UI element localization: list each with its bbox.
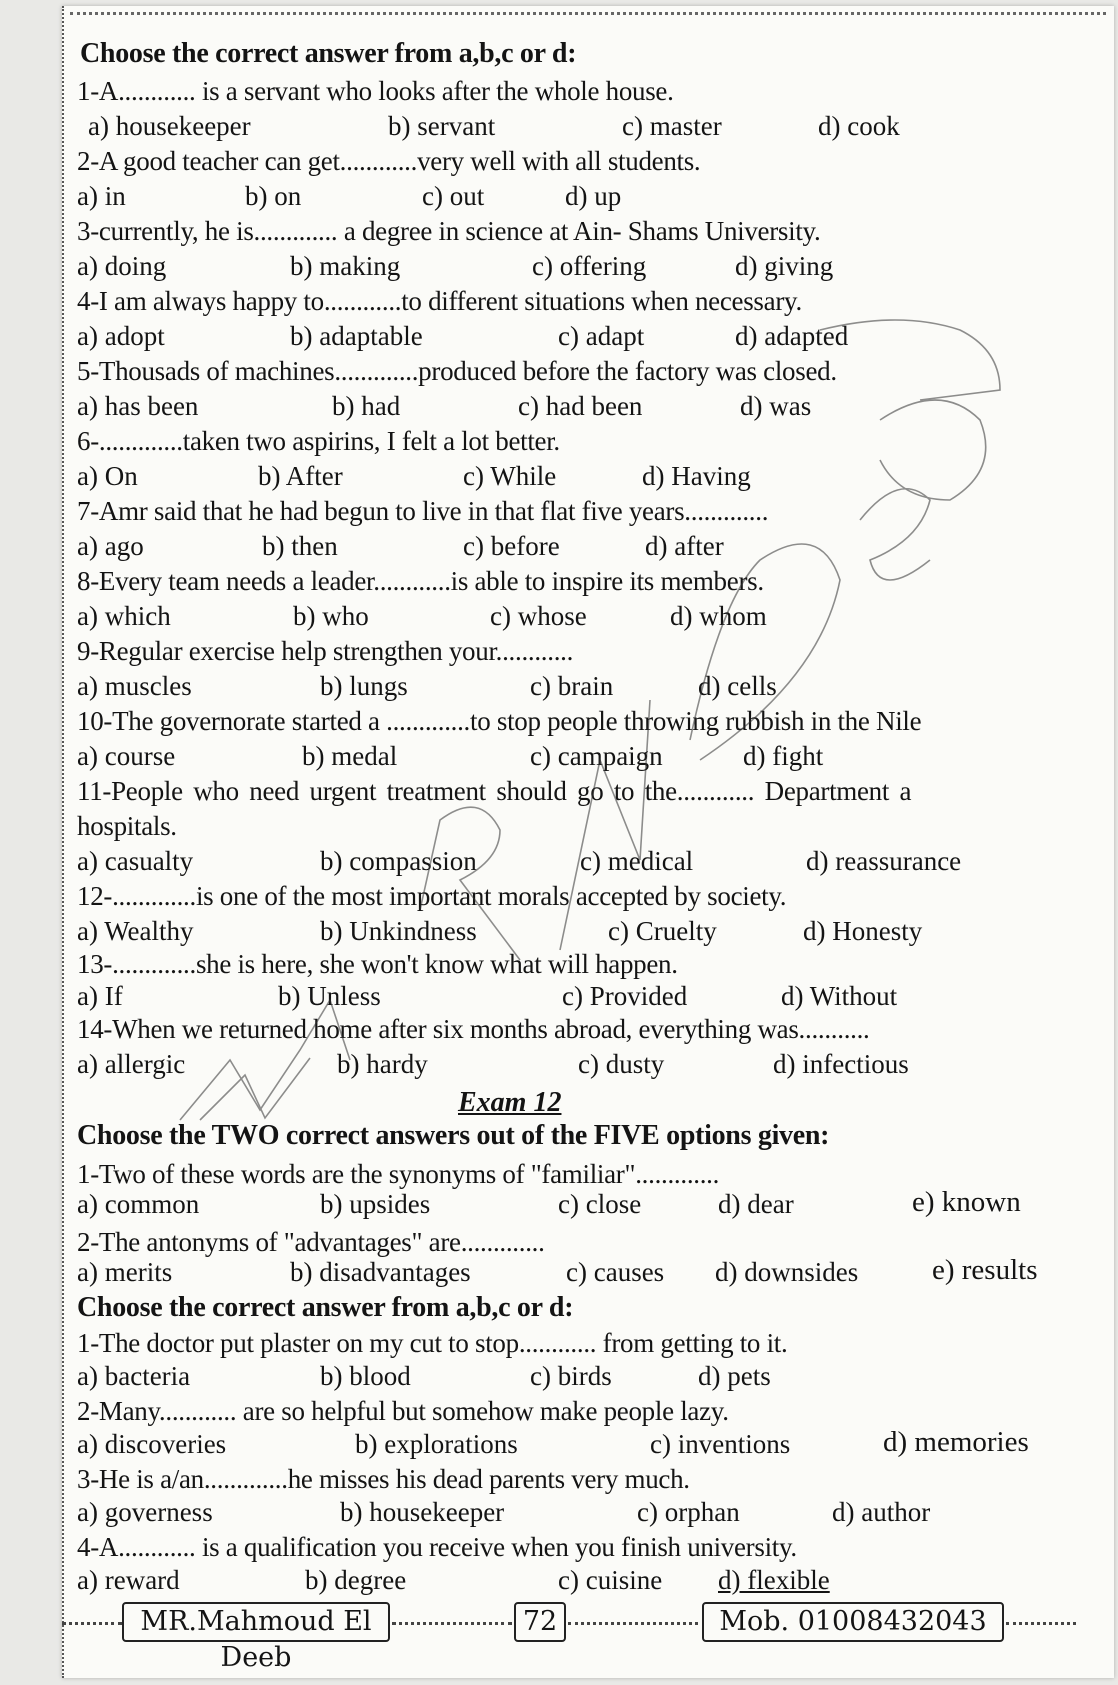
section1-heading: Choose the correct answer from a,b,c or d:: [80, 38, 577, 69]
question-10: 10-The governorate started a .............to stop people throwing rubbish in the Nile: [77, 706, 922, 736]
q14-option-d: d) infectious: [773, 1049, 909, 1079]
s3-q1-option-d: d) pets: [698, 1361, 771, 1391]
q13-option-a: a) If: [77, 981, 123, 1011]
q5-option-a: a) has been: [77, 391, 199, 421]
exam-title: Exam 12: [458, 1087, 562, 1118]
s2-q1-option-a: a) common: [77, 1189, 200, 1219]
question-12: 12-.............is one of the most important morals accepted by society.: [77, 881, 787, 911]
s2-question-2: 2-The antonyms of "advantages" are.............: [77, 1227, 545, 1257]
s2-question-1: 1-Two of these words are the synonyms of "familiar".............: [77, 1159, 720, 1189]
s3-q2-option-d: d) memories: [883, 1426, 1029, 1458]
q5-option-d: d) was: [740, 391, 812, 421]
q7-option-b: b) then: [262, 531, 338, 561]
q13-option-c: c) Provided: [562, 981, 688, 1011]
q12-option-b: b) Unkindness: [320, 916, 477, 946]
q4-option-b: b) adaptable: [290, 321, 423, 351]
q1-option-d: d) cook: [818, 111, 900, 141]
q14-option-c: c) dusty: [578, 1049, 665, 1079]
question-14: 14-When we returned home after six months abroad, everything was...........: [77, 1014, 870, 1044]
question-8: 8-Every team needs a leader............is able to inspire its members.: [77, 566, 764, 596]
q2-option-d: d) up: [565, 181, 622, 211]
s2-q1-option-b: b) upsides: [320, 1189, 431, 1219]
s3-q3-option-a: a) governess: [77, 1497, 213, 1527]
s2-q1-option-d: d) dear: [718, 1189, 794, 1219]
q9-option-b: b) lungs: [320, 671, 408, 701]
q4-option-a: a) adopt: [77, 321, 165, 351]
q2-option-c: c) out: [422, 181, 485, 211]
q7-option-d: d) after: [645, 531, 724, 561]
q10-option-d: d) fight: [743, 741, 824, 771]
question-3: 3-currently, he is............. a degree in science at Ain- Shams University.: [77, 216, 821, 246]
footer-dots-right: [1006, 1622, 1076, 1625]
question-4: 4-I am always happy to............to different situations when necessary.: [77, 286, 802, 316]
s2-q2-option-a: a) merits: [77, 1257, 173, 1287]
footer-dots-mid-right: [568, 1622, 698, 1625]
q2-option-a: a) in: [77, 181, 126, 211]
q13-option-b: b) Unless: [278, 981, 381, 1011]
question-9: 9-Regular exercise help strengthen your............: [77, 636, 574, 666]
q10-option-b: b) medal: [302, 741, 398, 771]
q10-option-c: c) campaign: [530, 741, 663, 771]
footer-mobile: Mob. 01008432043: [702, 1602, 1004, 1642]
q6-option-b: b) After: [258, 461, 343, 491]
s2-q2-option-c: c) causes: [566, 1257, 665, 1287]
q7-option-a: a) ago: [77, 531, 144, 561]
s3-q2-option-b: b) explorations: [355, 1429, 518, 1459]
s3-q1-option-b: b) blood: [320, 1361, 411, 1391]
q4-option-c: c) adapt: [558, 321, 645, 351]
question-6: 6-.............taken two aspirins, I felt a lot better.: [77, 426, 560, 456]
q3-option-b: b) making: [290, 251, 401, 281]
s3-question-2: 2-Many............ are so helpful but somehow make people lazy.: [77, 1396, 729, 1426]
q6-option-a: a) On: [77, 461, 138, 491]
s3-q3-option-d: d) author: [832, 1497, 931, 1527]
q12-option-d: d) Honesty: [803, 916, 923, 946]
q3-option-a: a) doing: [77, 251, 167, 281]
q8-option-c: c) whose: [490, 601, 587, 631]
q11-option-b: b) compassion: [320, 846, 477, 876]
q9-option-c: c) brain: [530, 671, 614, 701]
q5-option-b: b) had: [332, 391, 401, 421]
section2-heading: Choose the TWO correct answers out of the FIVE options given:: [77, 1120, 830, 1151]
s3-q3-option-c: c) orphan: [637, 1497, 740, 1527]
s3-question-4: 4-A............ is a qualification you receive when you finish university.: [77, 1532, 797, 1562]
s2-q1-option-e: e) known: [912, 1186, 1021, 1218]
s2-q2-option-b: b) disadvantages: [290, 1257, 471, 1287]
footer-page-number: 72: [514, 1602, 566, 1642]
q14-option-b: b) hardy: [337, 1049, 428, 1079]
question-11: 11-People who need urgent treatment should go to the............ Department a: [77, 776, 912, 806]
s3-q1-option-c: c) birds: [530, 1361, 612, 1391]
s3-q3-option-b: b) housekeeper: [340, 1497, 505, 1527]
question-13: 13-.............she is here, she won't know what will happen.: [77, 949, 678, 979]
q6-option-d: d) Having: [642, 461, 751, 491]
q7-option-c: c) before: [463, 531, 560, 561]
q11-option-c: c) medical: [580, 846, 694, 876]
q9-option-a: a) muscles: [77, 671, 192, 701]
q11-option-a: a) casualty: [77, 846, 194, 876]
section3-heading: Choose the correct answer from a,b,c or d:: [77, 1292, 574, 1323]
footer-author: MR.Mahmoud El Deeb: [122, 1602, 390, 1642]
q13-option-d: d) Without: [781, 981, 898, 1011]
q8-option-d: d) whom: [670, 601, 767, 631]
s3-q4-option-b: b) degree: [305, 1565, 407, 1595]
q1-option-b: b) servant: [388, 111, 496, 141]
question-5: 5-Thousads of machines.............produced before the factory was closed.: [77, 356, 837, 386]
s3-q4-option-d: d) flexible: [718, 1565, 830, 1595]
q3-option-d: d) giving: [735, 251, 834, 281]
s2-q2-option-e: e) results: [932, 1254, 1038, 1286]
q8-option-b: b) who: [293, 601, 369, 631]
s2-q2-option-d: d) downsides: [715, 1257, 859, 1287]
s3-question-1: 1-The doctor put plaster on my cut to stop............ from getting to it.: [77, 1328, 788, 1358]
q11-option-d: d) reassurance: [806, 846, 962, 876]
q5-option-c: c) had been: [518, 391, 643, 421]
s2-q1-option-c: c) close: [558, 1189, 642, 1219]
question-1: 1-A............ is a servant who looks after the whole house.: [77, 76, 674, 106]
q3-option-c: c) offering: [532, 251, 647, 281]
question-2: 2-A good teacher can get............very well with all students.: [77, 146, 701, 176]
question-7: 7-Amr said that he had begun to live in that flat five years.............: [77, 496, 769, 526]
s3-q2-option-a: a) discoveries: [77, 1429, 227, 1459]
s3-q2-option-c: c) inventions: [650, 1429, 791, 1459]
q1-option-c: c) master: [622, 111, 722, 141]
q12-option-a: a) Wealthy: [77, 916, 194, 946]
q6-option-c: c) While: [463, 461, 557, 491]
q1-option-a: a) housekeeper: [88, 111, 251, 141]
q2-option-b: b) on: [245, 181, 302, 211]
s3-q4-option-c: c) cuisine: [558, 1565, 663, 1595]
footer-dots-left: [62, 1622, 122, 1625]
page-footer: [62, 1600, 1112, 1673]
footer-dots-mid-left: [392, 1622, 512, 1625]
q12-option-c: c) Cruelty: [608, 916, 717, 946]
s3-q4-option-a: a) reward: [77, 1565, 180, 1595]
q8-option-a: a) which: [77, 601, 171, 631]
s3-q1-option-a: a) bacteria: [77, 1361, 191, 1391]
q4-option-d: d) adapted: [735, 321, 849, 351]
q10-option-a: a) course: [77, 741, 176, 771]
question-11-continued: hospitals.: [77, 811, 177, 841]
q14-option-a: a) allergic: [77, 1049, 186, 1079]
s3-question-3: 3-He is a/an.............he misses his dead parents very much.: [77, 1464, 690, 1494]
q9-option-d: d) cells: [698, 671, 777, 701]
